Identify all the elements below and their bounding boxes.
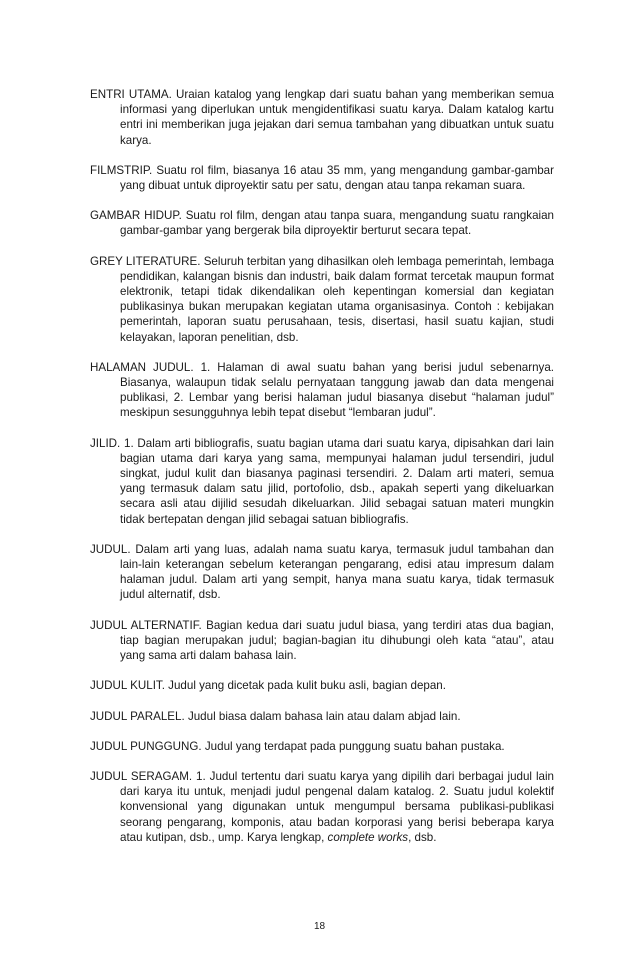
document-body <box>90 87 554 860</box>
entry-definition: Judul biasa dalam bahasa lain atau dalam abjad lain. <box>184 709 461 723</box>
entry-definition: 1. Judul tertentu dari suatu karya yang dipilih dari berbagai judul lain dari karya itu untuk, menjadi judul pengenal dalam katalog. 2. Suatu judul kolektif konvensional yang digunakan untuk mengumpul bersama publikasi-publikasi seorang pengarang, komponis, atau badan korporasi yang berisi beberapa karya atau kutipan, dsb., ump. Karya lengkap, <box>120 769 555 844</box>
entry-definition: Bagian kedua dari suatu judul biasa, yang terdiri atas dua bagian, tiap bagian merupakan judul; bagian-bagian itu dihubungi oleh kata “atau”, atau yang sama arti dalam bahasa lain. <box>120 618 554 663</box>
glossary-entry-gambar-hidup <box>90 208 554 238</box>
entry-term: JUDUL SERAGAM. <box>90 769 193 783</box>
entry-term: JUDUL PUNGGUNG. <box>90 739 202 753</box>
entry-definition: Suatu rol film, dengan atau tanpa suara, mengandung suatu rangkaian gambar-gambar yang bergerak bila diproyektir berturut secara tepat. <box>120 209 554 238</box>
glossary-entry-judul-punggung <box>90 739 554 754</box>
entry-term: JUDUL. <box>90 542 131 556</box>
entry-definition: 1. Dalam arti bibliografis, suatu bagian utama dari suatu karya, dipisahkan dari lain bagian utama dari karya yang sama, mempunyai halaman judul tersendiri, judul singkat, judul kulit dan biasanya paginasi tersendiri. 2. Dalam arti materi, semua yang termasuk dalam satu jilid, portofolio, dsb., apakah seperti yang dikeluarkan secara asli atau dijilid sesudah dikeluarkan. Jilid sebagai satuan materi mungkin tidak bertepatan dengan jilid sebagai satuan bibliografis. <box>120 436 554 526</box>
entry-term: JUDUL PARALEL. <box>90 709 185 723</box>
entry-italic-phrase: complete works <box>327 830 409 844</box>
entry-definition: Dalam arti yang luas, adalah nama suatu karya, termasuk judul tambahan dan lain-lain keterangan sebelum keterangan pengarang, edisi atau impresum dalam halaman judul. Dalam arti yang sempit, hanya mana suatu karya, tidak termasuk judul alternatif, dsb. <box>120 542 554 602</box>
entry-definition: Seluruh terbitan yang dihasilkan oleh lembaga pemerintah, lembaga pendidikan, kalangan bisnis dan industri, baik dalam format tercetak maupun format elektronik, tetapi tidak dikendalikan oleh kepentingan komersial dan kegiatan publikasinya bukan merupakan kegiatan utama organisasinya. Contoh : kebijakan pemerintah, laporan suatu perusahaan, tesis, disertasi, hasil suatu kajian, studi kelayakan, laporan penelitian, dsb. <box>120 254 554 344</box>
glossary-entry-filmstrip <box>90 163 554 193</box>
entry-term: ENTRI UTAMA. <box>90 88 172 101</box>
glossary-entry-halaman-judul <box>90 360 554 421</box>
entry-term: FILMSTRIP. <box>90 163 153 177</box>
glossary-entry-jilid <box>90 436 554 527</box>
glossary-entry-judul-kulit <box>90 678 554 693</box>
entry-term: HALAMAN JUDUL. <box>90 360 194 374</box>
entry-term: JILID. <box>90 436 121 450</box>
entry-definition-tail: , dsb. <box>408 830 437 844</box>
entry-term: JUDUL KULIT. <box>90 679 165 693</box>
page-number: 18 <box>313 921 326 932</box>
glossary-entry-grey-literature <box>90 254 554 345</box>
entry-term: GAMBAR HIDUP. <box>90 209 182 223</box>
glossary-entry-judul-paralel <box>90 709 554 724</box>
glossary-entry-judul-alternatif <box>90 618 554 664</box>
glossary-entry-entri-utama <box>90 87 554 148</box>
entry-definition: Uraian katalog yang lengkap dari suatu bahan yang memberikan semua informasi yang diperlukan untuk mengidentifikasi suatu karya. Dalam katalog kartu entri ini memberikan juga jejakan dari semua tambahan yang dibuatkan untuk suatu karya. <box>120 88 554 147</box>
entry-definition: Judul yang terdapat pada punggung suatu bahan pustaka. <box>201 739 505 753</box>
entry-term: JUDUL ALTERNATIF. <box>90 618 202 632</box>
glossary-entry-judul <box>90 542 554 603</box>
entry-definition: 1. Halaman di awal suatu bahan yang berisi judul sebenarnya. Biasanya, walaupun tidak selalu pernyataan tanggung jawab dan data mengenai publikasi, 2. Lembar yang berisi halaman judul biasanya disebut “halaman judul” meskipun sesungguhnya lebih tepat disebut “lembaran judul”. <box>120 360 554 420</box>
glossary-entry-judul-seragam <box>90 769 554 845</box>
entry-definition: Suatu rol film, biasanya 16 atau 35 mm, yang mengandung gambar-gambar yang dibuat untuk diproyektir satu per satu, dengan atau tanpa rekaman suara. <box>120 163 554 193</box>
entry-term: GREY LITERATURE. <box>90 254 201 268</box>
entry-definition: Judul yang dicetak pada kulit buku asli, bagian depan. <box>164 679 446 693</box>
